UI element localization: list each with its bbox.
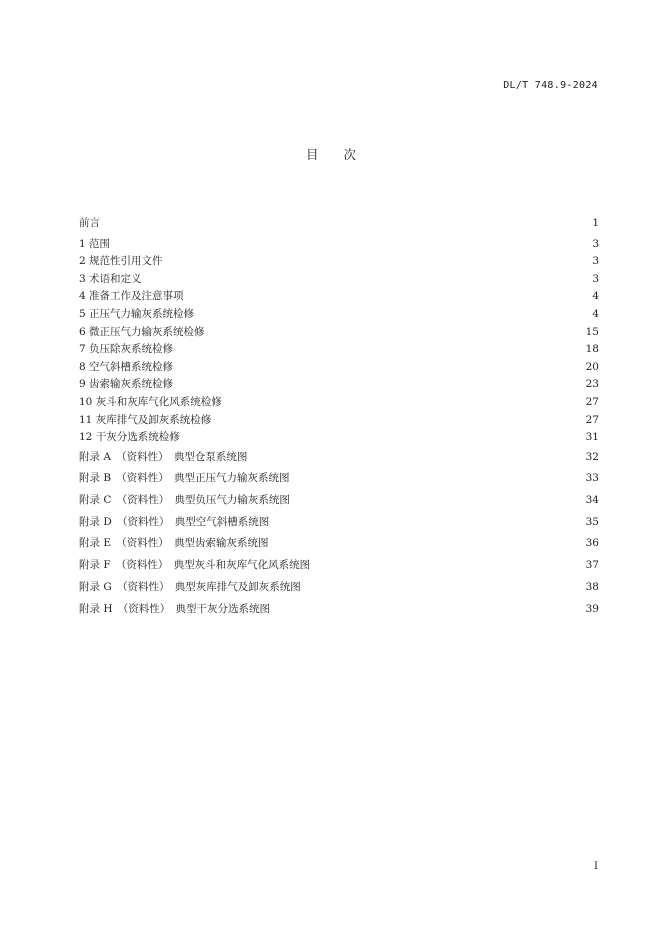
toc-entry-page: 27: [585, 413, 599, 426]
toc-entry[interactable]: [79, 288, 599, 306]
toc-entry-page: 20: [585, 360, 599, 373]
page-number: I: [594, 861, 598, 872]
dot-leader: [182, 437, 584, 438]
toc-entry-page: 32: [585, 450, 599, 463]
toc-entry-label: 5 正压气力输灰系统检修: [79, 307, 195, 320]
toc-entry[interactable]: [79, 215, 599, 233]
toc-entry-page: 35: [585, 515, 599, 528]
toc-entry-label: 附录 C （资料性） 典型负压气力输灰系统图: [79, 494, 290, 507]
toc-entry-label: 1 范围: [79, 237, 111, 250]
dot-leader: [175, 349, 584, 350]
dot-leader: [271, 522, 583, 523]
toc-entry-page: 31: [585, 431, 599, 444]
toc-entry[interactable]: [79, 394, 599, 412]
toc-entry-page: 38: [585, 580, 599, 593]
toc-entry[interactable]: [79, 359, 599, 377]
table-of-contents: [79, 215, 599, 620]
toc-entry-label: 4 准备工作及注意事项: [79, 290, 184, 303]
dot-leader: [312, 566, 584, 567]
toc-entry-page: 4: [592, 307, 599, 320]
toc-entry-page: 3: [592, 237, 599, 250]
toc-entry[interactable]: [79, 236, 599, 254]
toc-entry-page: 4: [592, 290, 599, 303]
toc-title: 目 次: [305, 147, 356, 162]
toc-entry-page: 27: [585, 395, 599, 408]
dot-leader: [271, 544, 584, 545]
toc-appendix-entry[interactable]: [79, 447, 599, 469]
toc-entry-label: 11 灰库排气及卸灰系统检修: [79, 413, 212, 426]
toc-entry[interactable]: [79, 412, 599, 430]
toc-entry-page: 15: [585, 325, 599, 338]
toc-entry-label: 10 灰斗和灰库气化风系统检修: [79, 395, 222, 408]
toc-entry-label: 附录 E （资料性） 典型齿索输灰系统图: [79, 537, 269, 550]
toc-entry-page: 37: [585, 559, 599, 572]
toc-entry-label: 12 干灰分选系统检修: [79, 431, 180, 444]
toc-appendix-entry[interactable]: [79, 468, 599, 490]
dot-leader: [249, 457, 583, 458]
toc-entry-page: 39: [585, 602, 599, 615]
toc-entry[interactable]: [79, 341, 599, 359]
dot-leader: [224, 402, 584, 403]
toc-entry-label: 3 术语和定义: [79, 272, 142, 285]
toc-entry-label: 附录 B （资料性） 典型正压气力输灰系统图: [79, 472, 290, 485]
toc-entry-label: 附录 A （资料性） 典型仓泵系统图: [79, 450, 248, 463]
dot-leader: [272, 609, 584, 610]
dot-leader: [292, 500, 584, 501]
toc-entry-page: 36: [585, 537, 599, 550]
toc-entry-label: 9 齿索输灰系统检修: [79, 378, 174, 391]
toc-entry[interactable]: [79, 253, 599, 271]
toc-entry-label: 附录 F （资料性） 典型灰斗和灰库气化风系统图: [79, 559, 311, 572]
toc-appendix-entry[interactable]: [79, 577, 599, 599]
toc-entry-page: 18: [585, 343, 599, 356]
toc-entry-label: 6 微正压气力输灰系统检修: [79, 325, 205, 338]
dot-leader: [196, 314, 589, 315]
dot-leader: [303, 587, 584, 588]
toc-entry[interactable]: [79, 324, 599, 342]
toc-entry-page: 3: [592, 255, 599, 268]
toc-entry-label: 前言: [79, 217, 100, 229]
dot-leader: [213, 420, 583, 421]
dot-leader: [144, 279, 589, 280]
toc-entry-label: 附录 H （资料性） 典型干灰分选系统图: [79, 602, 270, 615]
toc-appendix-entry[interactable]: [79, 599, 599, 621]
toc-entry-page: 1: [592, 217, 599, 229]
toc-appendix-entry[interactable]: [79, 512, 599, 534]
toc-entry-page: 3: [592, 272, 599, 285]
toc-entry[interactable]: [79, 306, 599, 324]
dot-leader: [112, 244, 589, 245]
toc-entry-label: 附录 D （资料性） 典型空气斜槽系统图: [79, 515, 270, 528]
toc-entry-label: 7 负压除灰系统检修: [79, 343, 174, 356]
toc-entry-label: 附录 G （资料性） 典型灰库排气及卸灰系统图: [79, 580, 301, 593]
dot-leader: [186, 297, 589, 298]
toc-entry-label: 2 规范性引用文件: [79, 255, 163, 268]
toc-entry-page: 23: [585, 378, 599, 391]
dot-leader: [207, 332, 584, 333]
toc-entry-label: 8 空气斜槽系统检修: [79, 360, 174, 373]
toc-entry[interactable]: [79, 376, 599, 394]
toc-entry-page: 34: [585, 494, 599, 507]
document-code: DL/T 748.9-2024: [503, 80, 598, 91]
dot-leader: [165, 261, 589, 262]
toc-entry[interactable]: [79, 429, 599, 447]
dot-leader: [175, 367, 584, 368]
toc-appendix-entry[interactable]: [79, 555, 599, 577]
dot-leader: [102, 223, 589, 224]
toc-entry[interactable]: [79, 271, 599, 289]
toc-entry-page: 33: [585, 472, 599, 485]
dot-leader: [175, 385, 584, 386]
toc-appendix-entry[interactable]: [79, 490, 599, 512]
toc-appendix-entry[interactable]: [79, 533, 599, 555]
dot-leader: [292, 479, 584, 480]
